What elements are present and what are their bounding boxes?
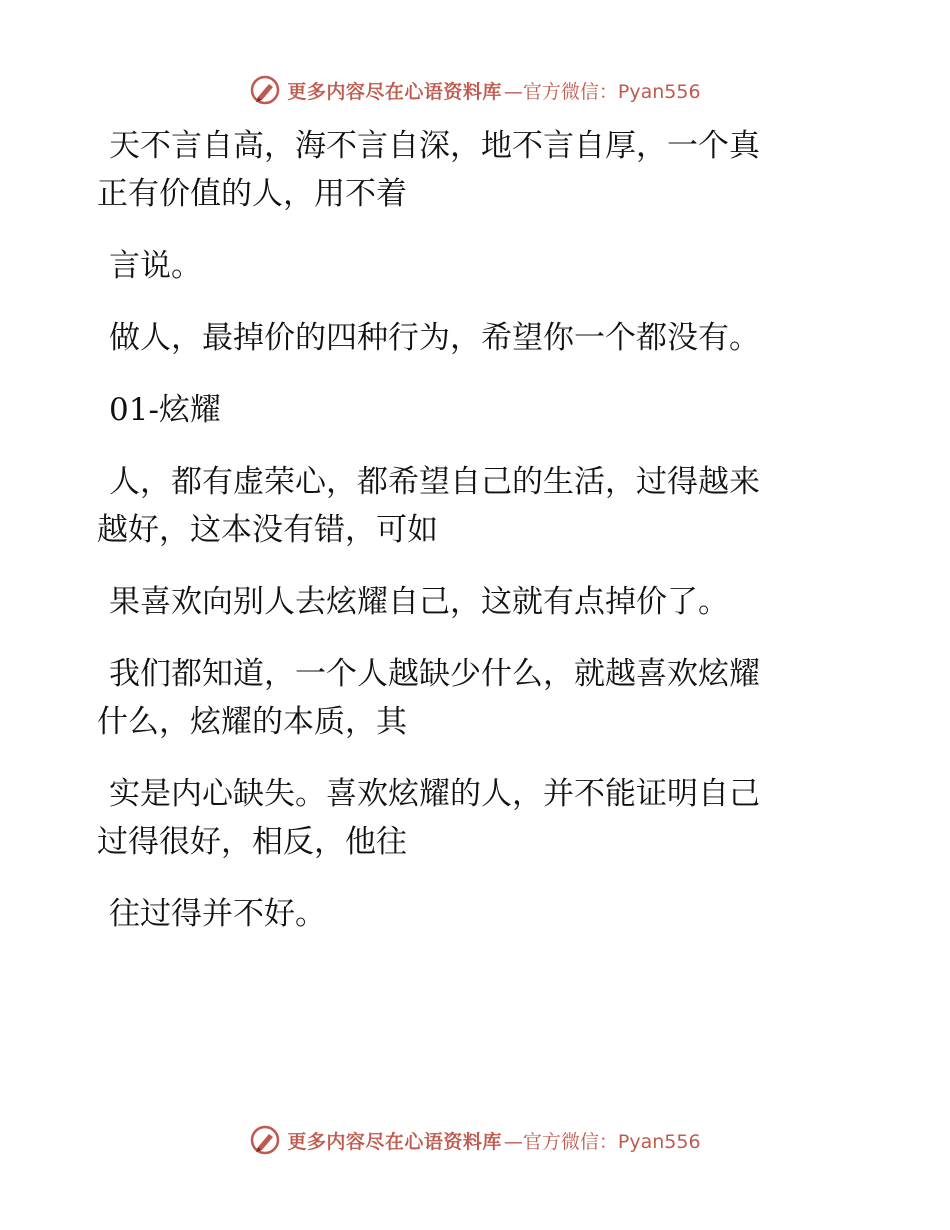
document-body bbox=[97, 122, 837, 938]
watermark-suffix: —官方微信：Pyan556 bbox=[503, 80, 701, 103]
pen-logo-icon bbox=[249, 74, 281, 106]
watermark-suffix: —官方微信：Pyan556 bbox=[503, 1130, 701, 1153]
paragraph bbox=[97, 314, 837, 362]
paragraph bbox=[97, 242, 837, 290]
paragraph bbox=[97, 890, 837, 938]
text-line: 人，都有虚荣心，都希望自己的生活，过得越来 bbox=[109, 464, 760, 500]
text-line: 01-炫耀 bbox=[109, 392, 221, 428]
paragraph bbox=[97, 458, 837, 554]
paragraph bbox=[97, 650, 837, 746]
pen-logo-icon bbox=[249, 1124, 281, 1156]
paragraph bbox=[97, 578, 837, 626]
text-line: 做人，最掉价的四种行为，希望你一个都没有。 bbox=[109, 320, 760, 356]
watermark-text: 更多内容尽在心语资料库 bbox=[287, 80, 502, 103]
text-line: 过得很好，相反，他往 bbox=[97, 824, 407, 860]
paragraph bbox=[97, 122, 837, 218]
text-line: 言说。 bbox=[109, 248, 202, 284]
text-line: 越好，这本没有错，可如 bbox=[97, 512, 438, 548]
footer-watermark bbox=[0, 1120, 950, 1160]
text-line: 天不言自高，海不言自深，地不言自厚，一个真 bbox=[109, 128, 760, 164]
text-line: 什么，炫耀的本质，其 bbox=[97, 704, 407, 740]
text-line: 往过得并不好。 bbox=[109, 896, 326, 932]
watermark-text: 更多内容尽在心语资料库 bbox=[287, 1130, 502, 1153]
text-line: 我们都知道，一个人越缺少什么，就越喜欢炫耀 bbox=[109, 656, 760, 692]
section-heading bbox=[97, 386, 837, 434]
text-line: 正有价值的人，用不着 bbox=[97, 176, 407, 212]
text-line: 实是内心缺失。喜欢炫耀的人，并不能证明自己 bbox=[109, 776, 760, 812]
header-watermark bbox=[0, 70, 950, 110]
text-line: 果喜欢向别人去炫耀自己，这就有点掉价了。 bbox=[109, 584, 729, 620]
paragraph bbox=[97, 770, 837, 866]
